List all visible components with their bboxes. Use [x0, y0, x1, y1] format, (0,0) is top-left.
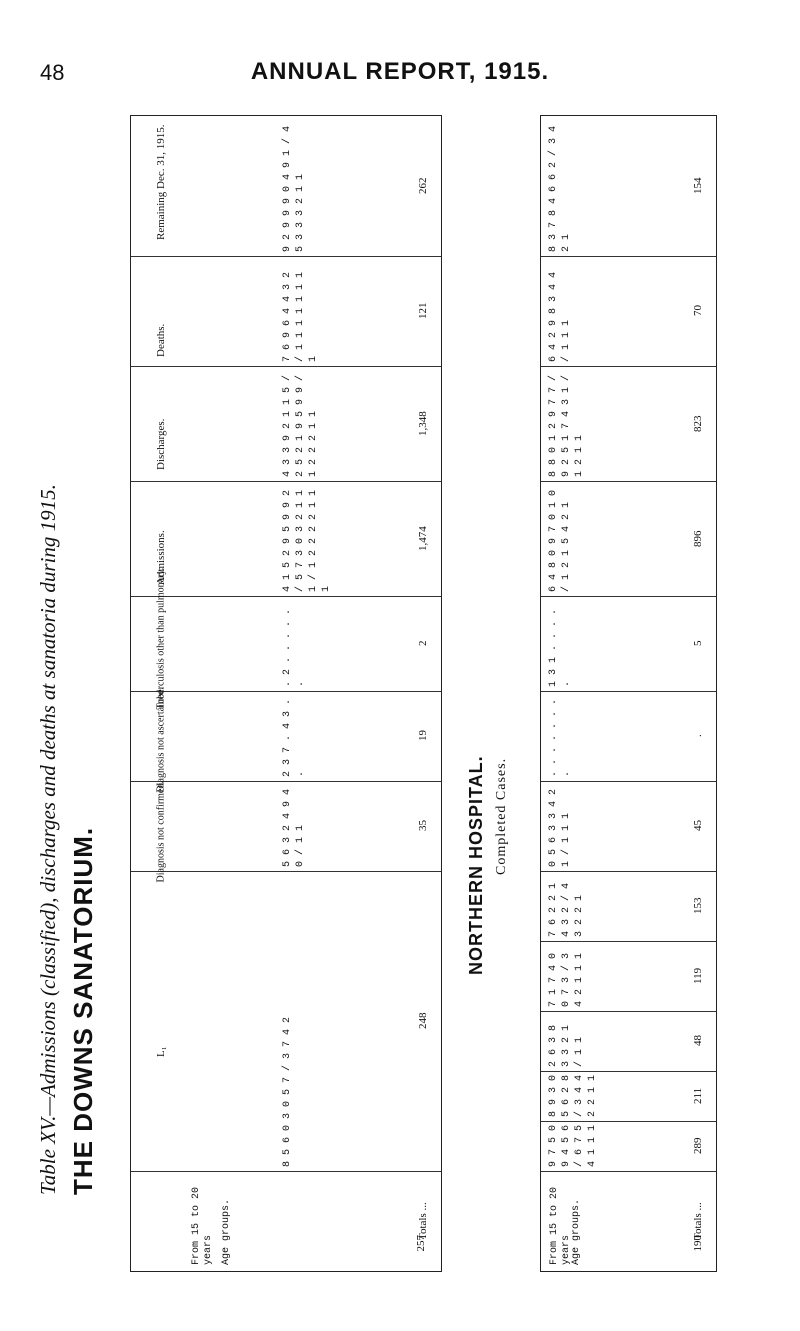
row-values: . 2 . . . . . .	[282, 608, 306, 687]
row-values: 6 4 2 9 8 3 4 4 / 1 1 1	[548, 271, 572, 362]
row-total: 45	[692, 820, 704, 832]
group-row-2	[541, 941, 716, 1012]
admissions-row	[131, 481, 441, 597]
downs-table	[130, 115, 442, 1272]
row-total: 896	[692, 530, 704, 547]
discharges-row	[131, 366, 441, 482]
discharges-row	[541, 366, 716, 482]
row-values: . . . . . . . .	[548, 698, 572, 777]
classified-groups-row	[131, 871, 441, 1172]
row-total: 19	[417, 730, 429, 742]
row-values: 8 5 6 0 3 0 5 7 / 3 7 4 2	[282, 1016, 293, 1167]
row-total: 1,474	[417, 526, 429, 551]
row-values: 8 8 0 1 2 9 7 7 / 9 2 5 1 7 4 3 1 / 1 2 1 1	[548, 374, 585, 477]
row-label: Deaths.	[155, 323, 167, 357]
group-row-5	[541, 1121, 716, 1172]
remaining-end-row	[541, 116, 716, 257]
row-total: 262	[417, 177, 429, 195]
totals-label: Totals ...	[692, 1202, 704, 1240]
group-row-3	[541, 1011, 716, 1072]
diagnosis-not-confirmed-row	[541, 781, 716, 872]
table-title: Table XV.—Admissions (classified), discharges and deaths at sanatoria during 1915.	[36, 484, 60, 1195]
totals-label: Totals ...	[417, 1202, 429, 1240]
row-total: 48	[692, 1035, 704, 1047]
row-label: Admissions.	[155, 530, 167, 585]
row-values: 2 3 7 . 4 3 . .	[282, 698, 306, 777]
row-label: Tuberculosis other than pulmonary.	[155, 567, 167, 710]
row-total: 121	[417, 302, 429, 320]
age-groups-from: From 15 to 20 years	[191, 1186, 214, 1265]
row-values: 7 1 7 4 0 0 7 3 / 3 4 2 1 1 1	[548, 952, 585, 1007]
row-values: 9 2 9 9 9 0 4 9 1 / 4 5 3 3 3 2 1 1	[282, 125, 306, 252]
row-values: 7 6 2 2 1 4 3 2 / 4 3 2 2 1	[548, 882, 585, 937]
row-label: Remaining Dec. 31, 1915.	[155, 124, 167, 240]
running-title: ANNUAL REPORT, 1915.	[250, 58, 550, 85]
group-row-1	[541, 871, 716, 942]
table-caption	[36, 0, 106, 1331]
row-total: 211	[692, 1087, 704, 1105]
northern-table	[540, 115, 717, 1272]
deaths-row	[541, 256, 716, 367]
row-total: 119	[692, 967, 704, 985]
row-values: 4 3 3 9 2 1 1 5 / 2 5 2 1 9 5 9 9 / 1 2 2 2 1 1	[282, 374, 319, 477]
row-total: 823	[692, 415, 704, 432]
remaining-end-row	[131, 116, 441, 257]
row-total: 154	[692, 177, 704, 195]
row-values: 7 6 9 6 4 4 3 2 / 1 1 1 1 1 1 1 1	[282, 271, 319, 362]
row-total: 289	[692, 1137, 704, 1155]
row-total: 248	[417, 1012, 429, 1030]
row-label: Diagnosis not confirmed.	[155, 781, 167, 883]
row-total: 2	[417, 640, 429, 647]
row-values: 9 7 5 0 9 4 5 6 / 6 7 5 4 1 1 1	[548, 1125, 598, 1167]
row-values: 5 6 3 2 4 9 4 0 / 1 1	[282, 788, 306, 867]
admissions-row	[541, 481, 716, 597]
row-total: .	[692, 734, 704, 738]
group-row-4	[541, 1071, 716, 1122]
row-total: 5	[692, 640, 704, 647]
age-groups-label: Age groups.	[221, 1198, 232, 1265]
deaths-row	[131, 256, 441, 367]
row-total: 35	[417, 820, 429, 832]
row-total: 1,348	[417, 411, 429, 436]
row-total: 153	[692, 897, 704, 915]
age-groups-label: Age groups.	[571, 1198, 582, 1265]
row-values: 2 6 3 8 3 3 2 1 / 1 1	[548, 1024, 585, 1067]
row-label: Diagnosis not ascertained.	[155, 687, 167, 793]
row-values: 6 4 8 0 9 7 0 1 0 / 1 2 1 5 4 2 1	[548, 489, 572, 592]
right-remaining-start-total: 190	[692, 1235, 704, 1252]
row-values: 1 3 1 . . . . .	[548, 608, 572, 687]
diagnosis-not-ascertained-row	[131, 687, 441, 793]
row-values: 0 5 6 3 3 4 2 1 / 1 1 1	[548, 788, 572, 867]
tuberculosis-other-row	[541, 596, 716, 692]
row-label: L₁	[155, 1046, 167, 1057]
row-total: 70	[692, 305, 704, 317]
row-values: 8 9 3 0 5 6 2 8 / 3 4 4 2 2 1 1	[548, 1075, 598, 1117]
age-groups-from: From 15 to 20 years	[549, 1186, 572, 1265]
row-values: 8 3 7 8 4 6 6 2 / 3 4 2 1	[548, 125, 572, 252]
age-groups-row	[541, 1171, 716, 1271]
sanatorium-title: THE DOWNS SANATORIUM.	[68, 826, 98, 1195]
completed-cases-subheading: Completed Cases.	[494, 757, 509, 875]
page-number: 48	[40, 60, 65, 85]
age-groups-row	[131, 1171, 441, 1271]
row-label: Discharges.	[155, 418, 167, 470]
remaining-start-total: 257	[415, 1235, 427, 1252]
diagnosis-not-confirmed-row	[131, 781, 441, 883]
diagnosis-not-ascertained-row	[541, 691, 716, 782]
tuberculosis-other-row	[131, 567, 441, 710]
row-values: 4 1 5 2 9 5 9 9 2 / 5 7 3 0 3 2 1 1 1 / 1 2 2 2 2 1 1 1	[282, 489, 332, 592]
northern-hospital-heading-band	[460, 115, 530, 1270]
northern-hospital-heading: NORTHERN HOSPITAL.	[466, 755, 486, 975]
